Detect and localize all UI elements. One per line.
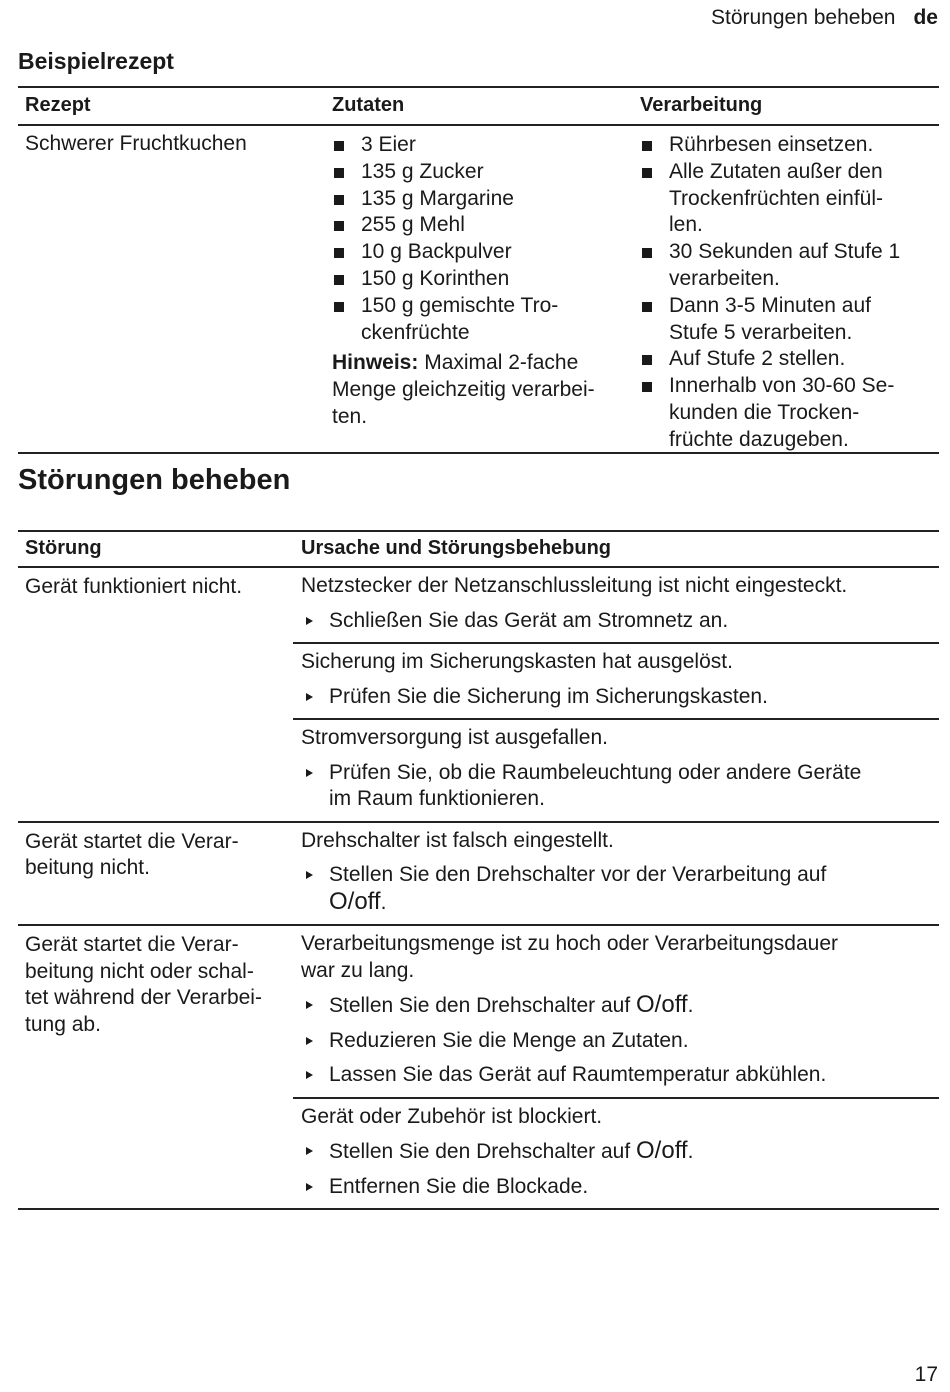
table-row — [18, 568, 939, 823]
step-line: verarbeiten. — [669, 266, 780, 290]
cause-block — [293, 926, 939, 1099]
action-step — [301, 992, 939, 1020]
action-step — [301, 1062, 939, 1089]
step-line: Trockenfrüchten einfül- — [669, 186, 883, 210]
fault-line: beitung nicht. — [25, 856, 150, 879]
ingredient-item — [332, 239, 632, 266]
action-line: Prüfen Sie die Sicherung im Sicherungskasten. — [329, 684, 768, 708]
fault-cell — [18, 823, 293, 925]
cause-line: Sicherung im Sicherungskasten hat ausgelöst. — [301, 650, 733, 673]
steps-list — [640, 132, 940, 454]
action-step — [301, 862, 939, 916]
action-punctuation: . — [380, 890, 387, 914]
step-line: Auf Stufe 2 stellen. — [669, 347, 846, 371]
step-item — [640, 373, 940, 453]
ingredient-item — [332, 266, 632, 293]
recipe-table-header — [18, 86, 939, 126]
column-header-verarbeitung: Verarbeitung — [640, 94, 763, 116]
ingredient-line: 10 g Backpulver — [361, 240, 512, 264]
action-line: im Raum funktionieren. — [329, 787, 545, 810]
header-section-title: Störungen beheben — [710, 6, 896, 29]
ingredient-item — [332, 212, 632, 239]
troubleshooting-table — [18, 530, 939, 1210]
step-item — [640, 159, 940, 239]
action-punctuation: . — [687, 994, 694, 1017]
column-header-ursache: Ursache und Störungsbehebung — [301, 537, 612, 559]
cause-line: Verarbeitungsmenge ist zu hoch oder Verarbeitungsdauer — [301, 932, 839, 955]
cause-block — [293, 720, 939, 821]
off-position-symbol: O/off — [636, 1137, 688, 1164]
step-item — [640, 132, 940, 159]
ingredient-line: ckenfrüchte — [361, 320, 470, 344]
ingredient-item — [332, 132, 632, 159]
troubleshooting-rows — [18, 568, 939, 1210]
ingredient-line: 3 Eier — [361, 133, 416, 156]
trouble-section-title: Störungen beheben — [18, 464, 291, 496]
ingredients-cell — [332, 132, 632, 430]
fault-line: Gerät startet die Verar- — [25, 933, 239, 956]
off-position-symbol: O/off — [329, 887, 381, 915]
cause-block — [293, 568, 939, 644]
ingredient-line: 150 g gemischte Tro- — [361, 293, 559, 317]
table-row — [18, 823, 939, 927]
action-line: Reduzieren Sie die Menge an Zutaten. — [329, 1028, 689, 1052]
step-line: Alle Zutaten außer den — [669, 159, 883, 183]
step-line: Rührbesen einsetzen. — [669, 133, 874, 156]
step-item — [640, 239, 940, 293]
action-step — [301, 1138, 939, 1166]
cause-block — [293, 644, 939, 720]
action-step — [301, 1174, 939, 1201]
recipe-table — [18, 86, 939, 454]
column-header-rezept: Rezept — [25, 94, 91, 116]
ingredient-line: 255 g Mehl — [361, 213, 465, 237]
cause-line: war zu lang. — [301, 958, 415, 982]
action-step — [301, 1028, 939, 1055]
column-header-stoerung: Störung — [25, 537, 102, 559]
action-line: Stellen Sie den Drehschalter auf — [329, 994, 637, 1017]
action-line: Stellen Sie den Drehschalter auf — [329, 1140, 637, 1163]
fault-line: beitung nicht oder schal- — [25, 959, 254, 983]
cause-text — [301, 931, 939, 984]
action-line: Schließen Sie das Gerät am Stromnetz an. — [329, 608, 729, 632]
off-position-symbol: O/off — [636, 991, 688, 1018]
action-line: Stellen Sie den Drehschalter vor der Verarbeitung auf — [329, 863, 827, 886]
action-line: Prüfen Sie, ob die Raumbeleuchtung oder andere Geräte — [329, 760, 862, 784]
cause-line: Stromversorgung ist ausgefallen. — [301, 726, 608, 749]
cause-block — [293, 1099, 939, 1209]
step-line: Stufe 5 verarbeiten. — [669, 320, 853, 344]
step-line: früchte dazugeben. — [669, 427, 849, 451]
step-item — [640, 346, 940, 373]
action-line: Entfernen Sie die Blockade. — [329, 1174, 589, 1198]
fault-line: Gerät funktioniert nicht. — [25, 575, 243, 598]
page-number: 17 — [914, 1363, 938, 1386]
action-punctuation: . — [687, 1140, 694, 1163]
ingredient-item — [332, 186, 632, 213]
cause-text — [301, 725, 939, 752]
cause-line: Drehschalter ist falsch eingestellt. — [301, 828, 614, 852]
running-header — [711, 6, 938, 30]
cause-line: Gerät oder Zubehör ist blockiert. — [301, 1104, 603, 1128]
cause-text — [301, 649, 939, 676]
cause-line: Netzstecker der Netzanschlussleitung ist nicht eingesteckt. — [301, 574, 848, 597]
steps-cell — [640, 132, 940, 454]
note-line: Menge gleichzeitig verarbei- — [332, 377, 595, 401]
causes-cell — [293, 926, 939, 1208]
ingredient-line: 150 g Korinthen — [361, 266, 510, 290]
step-line: len. — [669, 213, 703, 237]
recipe-table-row — [18, 126, 939, 454]
causes-cell — [293, 568, 939, 821]
action-step — [301, 684, 939, 711]
recipe-section-title: Beispielrezept — [18, 48, 174, 74]
cause-text — [301, 1104, 939, 1131]
ingredient-item — [332, 159, 632, 186]
ingredients-list — [332, 132, 632, 346]
step-line: Innerhalb von 30-60 Se- — [669, 374, 895, 398]
cause-block — [293, 823, 939, 925]
ingredient-line: 135 g Margarine — [361, 186, 514, 210]
cause-text — [301, 573, 939, 600]
note-line: Maximal 2-fache — [424, 351, 579, 375]
action-step — [301, 760, 939, 813]
step-item — [640, 293, 940, 347]
fault-line: tung ab. — [25, 1012, 101, 1036]
troubleshooting-table-header — [18, 530, 939, 568]
table-row — [18, 926, 939, 1210]
fault-line: tet während der Verarbei- — [25, 986, 262, 1009]
step-line: Dann 3-5 Minuten auf — [669, 293, 871, 317]
note-line: ten. — [332, 404, 368, 428]
note — [332, 350, 632, 430]
step-line: kunden die Trocken- — [669, 400, 860, 424]
fault-line: Gerät startet die Verar- — [25, 829, 239, 853]
cause-text — [301, 828, 939, 855]
fault-cell — [18, 926, 293, 1208]
fault-cell — [18, 568, 293, 821]
causes-cell — [293, 823, 939, 925]
language-code: de — [913, 6, 938, 29]
column-header-zutaten: Zutaten — [332, 94, 405, 116]
recipe-name: Schwerer Fruchtkuchen — [25, 132, 247, 155]
ingredient-item — [332, 293, 632, 347]
note-label: Hinweis: — [332, 351, 419, 375]
step-line: 30 Sekunden auf Stufe 1 — [669, 240, 901, 264]
action-line: Lassen Sie das Gerät auf Raumtemperatur abkühlen. — [329, 1063, 827, 1086]
action-step — [301, 608, 939, 635]
ingredient-line: 135 g Zucker — [361, 159, 484, 183]
